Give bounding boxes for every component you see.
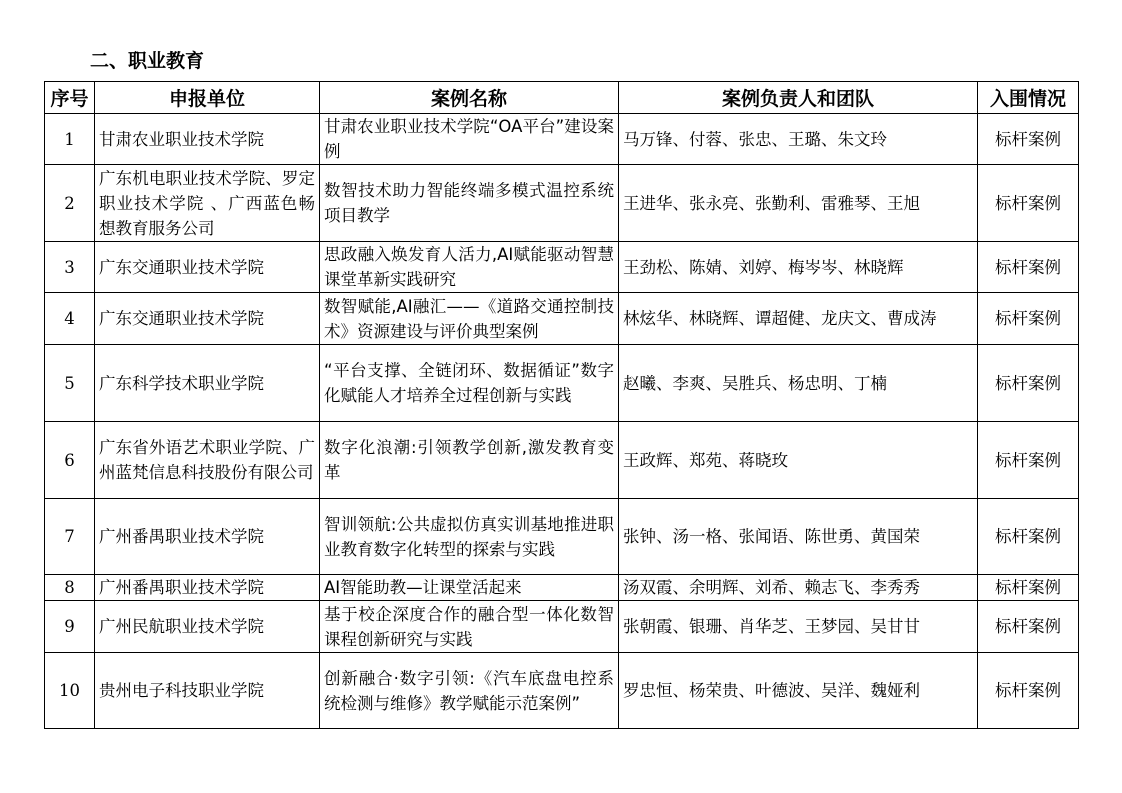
row-team: 马万锋、付蓉、张忠、王璐、朱文玲 <box>619 114 978 165</box>
row-unit: 广东交通职业技术学院 <box>95 293 320 345</box>
row-num: 9 <box>45 601 95 653</box>
row-team: 林炫华、林晓辉、谭超健、龙庆文、曹成涛 <box>619 293 978 345</box>
case-table <box>44 81 1079 729</box>
table-row <box>45 242 1079 293</box>
header-num: 序号 <box>45 82 95 114</box>
table-row <box>45 575 1079 601</box>
row-team: 张朝霞、银珊、肖华芝、王梦园、吴甘甘 <box>619 601 978 653</box>
row-unit: 贵州电子科技职业学院 <box>95 653 320 729</box>
row-team: 王进华、张永亮、张勤利、雷雅琴、王旭 <box>619 165 978 242</box>
row-team: 张钟、汤一格、张闻语、陈世勇、黄国荣 <box>619 499 978 575</box>
header-status: 入围情况 <box>978 82 1079 114</box>
row-status: 标杆案例 <box>978 653 1079 729</box>
table-row <box>45 422 1079 499</box>
header-team: 案例负责人和团队 <box>619 82 978 114</box>
row-num: 2 <box>45 165 95 242</box>
row-unit: 广东交通职业技术学院 <box>95 242 320 293</box>
row-case-name: “平台支撑、全链闭环、数据循证”数字化赋能人才培养全过程创新与实践 <box>320 345 619 422</box>
row-case-name: 数智赋能,AI融汇——《道路交通控制技术》资源建设与评价典型案例 <box>320 293 619 345</box>
row-unit: 甘肃农业职业技术学院 <box>95 114 320 165</box>
row-team: 赵曦、李爽、吴胜兵、杨忠明、丁楠 <box>619 345 978 422</box>
header-unit: 申报单位 <box>95 82 320 114</box>
row-case-name: 数智技术助力智能终端多模式温控系统项目教学 <box>320 165 619 242</box>
row-unit: 广州民航职业技术学院 <box>95 601 320 653</box>
row-case-name: AI智能助教—让课堂活起来 <box>320 575 619 601</box>
table-row <box>45 114 1079 165</box>
row-num: 1 <box>45 114 95 165</box>
row-status: 标杆案例 <box>978 114 1079 165</box>
table-row <box>45 345 1079 422</box>
row-case-name: 思政融入焕发育人活力,AI赋能驱动智慧课堂革新实践研究 <box>320 242 619 293</box>
row-status: 标杆案例 <box>978 575 1079 601</box>
table-row <box>45 653 1079 729</box>
row-unit: 广州番禺职业技术学院 <box>95 575 320 601</box>
row-unit: 广州番禺职业技术学院 <box>95 499 320 575</box>
table-header-row <box>45 82 1079 114</box>
row-team: 王劲松、陈婧、刘婷、梅岑岑、林晓辉 <box>619 242 978 293</box>
row-num: 7 <box>45 499 95 575</box>
row-case-name: 数字化浪潮:引领教学创新,激发教育变革 <box>320 422 619 499</box>
row-unit: 广东科学技术职业学院 <box>95 345 320 422</box>
row-num: 8 <box>45 575 95 601</box>
row-unit: 广东机电职业技术学院、罗定职业技术学院 、广西蓝色畅想教育服务公司 <box>95 165 320 242</box>
table-row <box>45 601 1079 653</box>
row-case-name: 甘肃农业职业技术学院“OA平台”建设案例 <box>320 114 619 165</box>
row-team: 罗忠恒、杨荣贵、叶德波、吴洋、魏娅利 <box>619 653 978 729</box>
row-status: 标杆案例 <box>978 345 1079 422</box>
row-case-name: 创新融合·数字引领:《汽车底盘电控系统检测与维修》教学赋能示范案例” <box>320 653 619 729</box>
row-team: 汤双霞、余明辉、刘希、赖志飞、李秀秀 <box>619 575 978 601</box>
row-num: 10 <box>45 653 95 729</box>
row-num: 5 <box>45 345 95 422</box>
row-status: 标杆案例 <box>978 499 1079 575</box>
row-num: 4 <box>45 293 95 345</box>
section-title: 二、职业教育 <box>90 50 205 72</box>
row-num: 6 <box>45 422 95 499</box>
row-status: 标杆案例 <box>978 601 1079 653</box>
header-name: 案例名称 <box>320 82 619 114</box>
table-row <box>45 165 1079 242</box>
table-row <box>45 499 1079 575</box>
row-status: 标杆案例 <box>978 422 1079 499</box>
row-case-name: 基于校企深度合作的融合型一体化数智课程创新研究与实践 <box>320 601 619 653</box>
row-status: 标杆案例 <box>978 165 1079 242</box>
table-row <box>45 293 1079 345</box>
row-status: 标杆案例 <box>978 242 1079 293</box>
row-team: 王政辉、郑苑、蒋晓玫 <box>619 422 978 499</box>
row-unit: 广东省外语艺术职业学院、广州蓝梵信息科技股份有限公司 <box>95 422 320 499</box>
row-num: 3 <box>45 242 95 293</box>
row-case-name: 智训领航:公共虚拟仿真实训基地推进职业教育数字化转型的探索与实践 <box>320 499 619 575</box>
row-status: 标杆案例 <box>978 293 1079 345</box>
